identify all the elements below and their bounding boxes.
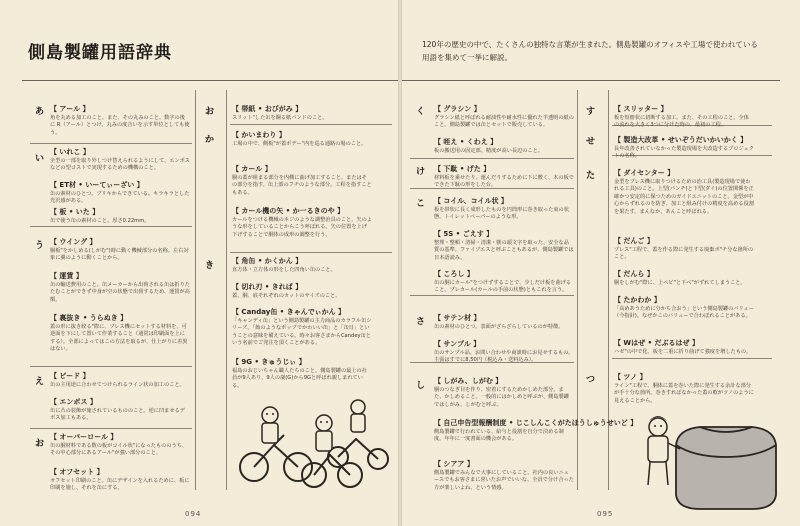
glossary-entry [434,459,574,492]
entry-term: 【 製造大改革 • せいぞうだいかいかく 】 [614,136,748,144]
kana-index: お [205,107,215,117]
entry-term: 【 オーバーロール 】 [50,433,118,441]
entry-term: 【 ET材 • いーてぃーざい 】 [50,181,144,189]
entry-description: 胴のつなぎ目を作り、密着にするためかしめた部分。また、かしめること。一般的にはかしめと呼ぶが、側島製罐ではしがみ、しがむと呼ぶ。 [434,387,569,408]
section-divider [30,428,192,429]
kana-index: い [35,154,45,164]
kana-index: し [416,381,426,391]
entry-term: 【 サンプル 】 [434,340,481,348]
entry-description: 缶の胴材料である数の板がコイル状"になったもののうち、その中心部分にあるアール"が強い部分のこと。 [50,443,188,457]
entry-description: 板を短冊状に切断する加工。また、その工程のこと。全体の流れを大きく3つに分けた時の、最初の工程。 [614,115,749,129]
glossary-entry [50,207,190,225]
glossary-entry [232,256,372,274]
kana-index: き [205,261,215,271]
glossary-entry [614,338,754,356]
column-divider [226,90,227,490]
glossary-entry [50,271,190,304]
entry-term: 【 ころし 】 [434,270,474,278]
entry-term: 【 ウイング 】 [50,238,97,246]
entry-term: 【 ツノ 】 [614,373,647,381]
glossary-entry [232,282,372,300]
entry-description: オフセット印刷のこと。缶にデザインを入れるために、板に印刷を施し、それを缶にする。 [50,478,190,492]
section-divider [612,358,772,359]
entry-term: 【 スリッター 】 [614,105,668,113]
entry-term: 【 グラシン 】 [434,105,481,113]
section-divider [30,226,192,227]
entry-term: 【 板 • いた 】 [50,208,100,216]
entry-term: 【 コイル、コイル状 】 [434,197,508,205]
entry-term: 【 運賃 】 [50,272,83,280]
entry-description: 「キャンディ缶」という側島製罐の主力商品のカラフル缶シリーズ。「飴のようなポップでかわいい缶」と「缶日」ということの意味を備えている。時々お客さまからCandey缶という名前でご発注を頂くことがある。 [232,318,372,347]
entry-term: 【 ビード 】 [50,372,90,380]
entry-description: 缶の素材のひとつ。ブリキからできている。キラキラとした光沢感がある。 [50,191,190,205]
right-page [402,0,800,526]
kana-index: あ [35,107,45,117]
section-divider [410,295,574,296]
entry-description: 缶の主用途に合わせてつけられるライン状の加工のこと。 [50,382,185,388]
glossary-entry [434,104,574,130]
entry-term: 【 だんご 】 [614,237,654,245]
glossary-entry [232,164,372,197]
entry-description: 胴をしがむ"際に、上ペピ"と下ぺ"がずれてしまうこと。 [614,280,746,286]
entry-term: 【 自己申告型報酬制度 • じこしんこくがたほうしゅうせいど 】 [434,419,638,427]
entry-term: 【 Wはぜ • だぶるはぜ 】 [614,339,699,347]
entry-term: 【 帯紙 • おびがみ 】 [232,105,303,113]
entry-description: 缶のサンプル品。お問い合わせや商談時にお見せするもの。主張はすでに8,50円（税込み・送料込み）。 [434,350,574,364]
entry-term: 【 オフセット 】 [50,468,104,476]
kana-index: う [35,241,45,251]
entry-description: ハゼ"の中で化、板を二重に折り曲げて強度を増したもの。 [614,349,752,355]
entry-description: 側島製罐で行われている、給与と役割を自分で決める制度。年年に一度書面の機会がある。 [434,429,564,443]
glossary-entry [434,313,574,331]
glossary-entry [50,180,190,206]
kana-index: け [416,167,426,177]
glossary-entry [50,467,190,493]
glossary-entry [614,135,754,161]
intro-text: 120年の歴史の中で、たくさんの独特な言葉が生まれた。側島製罐のオフィスや工場で使われている用語を集めて一挙に解説。 [422,40,758,62]
entry-description: カールをつける機械のネジのような調整治具のこと。矢のような形をしていることからこう呼ばれる。矢の位置を上げ下げすることで胴体の成形の調整を行う。 [232,217,372,238]
glossary-entry [434,339,574,365]
glossary-entry [50,147,190,173]
column-divider [608,90,609,490]
entry-description: 板の搬送用の固定部。精度が高い長辺のこと。 [434,148,543,154]
entry-description: ライン"工程で、胴体に蓋を巻いた際に発生する余計な部分が手十分な箇所。巻きすればなかった蓋の軟がツノのように見えることから。 [614,383,754,404]
glossary-entry [50,313,190,354]
cyclists-illustration [232,395,392,495]
glossary-entry [614,104,754,130]
page-number: 094 [185,510,202,518]
entry-description: スリット"した缶を鋼る紙バンドのこと。 [232,115,328,121]
section-divider [30,366,192,367]
entry-description: 胴板"をかしめる(しがむ")時に動く機械部分の名称。左右対象に翼のように動くことから。 [50,248,189,262]
entry-description: 板を帯状に長く成形したものを円筒形に巻き取った束の状態。トイレットペーパーのような形。 [434,207,569,221]
glossary-entry [50,397,190,423]
page-number: 095 [597,510,614,518]
glossary-entry [434,229,574,262]
entry-description: 福島のおじいちゃん職人たちのこと。側島製罐の最上の社員が9人あり、9人の歳(G)から9Gと呼ばれ親しまれている。 [232,368,367,389]
glossary-entry [232,104,372,122]
glossary-entry [50,432,190,458]
entry-description: 角を丸める加工のこと。また、その丸みのこと。数字の後に R（アール）とつけ、丸みの度合いを示す単位としても使う。 [50,115,190,136]
kana-index: せ [586,137,596,147]
glossary-entry [614,269,754,287]
glossary-entry [50,104,190,137]
section-divider [230,252,392,253]
entry-term: 【 カール機の矢 • か一るきのや 】 [232,207,345,215]
glossary-entry [434,418,638,444]
kana-index: つ [586,375,596,385]
glossary-entry [434,269,574,295]
entry-description: 全型の一部を取り外しつけ替えられるようにして、エンボスなどの型コストで実現するための機構のこと。 [50,158,190,172]
glossary-entry [614,168,754,216]
kana-index: お [35,439,45,449]
entry-term: 【 エンボス 】 [50,398,97,406]
entry-description: グラシン紙と呼ばれる耐油性や耐水性に優れた半透明の紙のこと。側島製罐では缶とセットで販売している。 [434,115,574,129]
entry-description: 長年改善されていなかった製造現場を大改造するプロジェクトの名称。 [614,146,754,160]
entry-description: 蓋の形に抜き絞る"際に、プレス機にセットする材料を、可逆面を下にして置いて作業すること（通常は印刷面を上にする）。全部によってはこの方法を取るが、仕上がりに差異はない。 [50,324,188,353]
page-title: 側島製罐用語辞典 [28,43,172,63]
entry-description: 胴の蓋が組まる部分を内側に曲げ加工すること。またはその部分を指す。缶上部のフチのような部分。工程を指すこともある。 [232,175,372,196]
title-divider [402,80,780,81]
entry-description: 缶の輸送費用のこと。缶メーカーから出荷される缶は折りたたむことができず中身が空の状態で出荷するため、運賃が高額。 [50,282,190,303]
section-divider [230,124,392,125]
entry-description: 金型をプレス機に取りつけるための治工具(製造現場で使われる工具)のこと。上型(パンチ)と下型(ダイ)の位置関係を正確かつ安定的に保つためのガイドユニットのこと。金型が中心からずれるのを防ぎ、加工と組み付けの精度を高める役割を果たす。まんなか、あんこと呼ばれる。 [614,179,754,215]
section-divider [410,158,574,159]
entry-term: 【 咥え • くわえ 】 [434,138,498,146]
entry-term: 【 9G • きゅうじぃ 】 [232,358,306,366]
kana-index: さ [416,317,426,327]
kana-index: こ [416,199,426,209]
glossary-entry [614,372,754,405]
entry-term: 【 カール 】 [232,165,272,173]
entry-description: 缶に凸の装飾が施されているもののこと。逆に凹ませるデボス加工もある。 [50,408,185,422]
can-and-worker-illustration [634,405,784,515]
entry-term: 【 いれこ 】 [50,148,90,156]
section-divider [30,143,192,144]
column-divider [195,90,196,490]
kana-index: た [586,171,596,181]
glossary-entry [50,237,190,263]
glossary-entry [232,130,372,148]
entry-term: 【 かいまわり 】 [232,131,286,139]
entry-term: 【 しがみ、しがむ 】 [434,377,503,385]
entry-term: 【 角缶 • かくかん 】 [232,257,303,265]
entry-term: 【 アール 】 [50,105,90,113]
kana-index: す [586,107,596,117]
glossary-entry [434,137,574,155]
glossary-entry [434,376,574,409]
glossary-entry [434,164,574,190]
left-page [0,0,398,526]
entry-description: 整理・整頓・清掃・清潔・躾の頭文字を取った、安全な品質の基準。ファイブエスと呼ぶこともあるが、側島製罐では日本語読み。 [434,240,574,261]
entry-description: 側島製罐でみんなで大事にしていること。社内の良いニュースでもお客さまに喜いたお声でいいな、全員で分け合った方が楽しいよね、という情感。 [434,470,574,491]
entry-term: 【 Canday缶 • きゃんでぃかん 】 [232,308,346,316]
entry-description: 缶で使う缶の素材のこと。厚さ0.22mm。 [50,218,150,224]
entry-description: プレス"工程で、蓋を作る際に発生する廃棄ボ"チ分な箇所のこと。 [614,247,754,261]
entry-description: 缶の胴にカール"をつけずすることで、少しだけ板を曲げること。プレカール(カールの手前の状態)ともこれを言う。 [434,280,572,294]
entry-description: 「高めあうために分かち合おう」という側島製罐のバリュー（今指針)。なぜかこのバリューで合わぼれることがある。 [614,306,754,320]
entry-term: 【 たかわか 】 [614,296,661,304]
entry-term: 【 だんら 】 [614,270,654,278]
entry-description: 工場の中で、側板"が蓋ポデー"内を巡る通路の場のこと。 [232,141,367,147]
title-divider [22,80,398,81]
entry-description: 材料板を乗せたり、運んだりするために下に敷く、木の板でできた下駄の形をした台。 [434,175,574,189]
entry-description: 缶の素材のひとつ。表面がざらざらしているのが特徴。 [434,324,564,330]
glossary-entry [434,196,574,222]
glossary-entry [50,371,190,389]
entry-term: 【 裏抜き • うらぬき 】 [50,314,128,322]
glossary-entry [232,206,372,239]
glossary-entry [232,307,372,348]
kana-index: く [416,107,426,117]
entry-term: 【 シアア 】 [434,460,474,468]
entry-term: 【 ダイセンター 】 [614,169,675,177]
column-divider [577,90,578,490]
glossary-entry [614,236,754,262]
glossary-entry [614,295,754,321]
entry-description: 直方体・立方体の形をした四角い缶のこと。 [232,267,336,273]
kana-index: え [35,377,45,387]
kana-index: か [205,135,215,145]
glossary-entry [232,357,372,390]
entry-term: 【 下駄 • げた 】 [434,165,491,173]
entry-term: 【 切れ刃 • きれば 】 [232,283,303,291]
entry-description: 蓋、胴、底それぞれのカットのサイズのこと。 [232,293,341,299]
entry-term: 【 サテン材 】 [434,314,481,322]
entry-term: 【 5S • ごえす 】 [434,230,494,238]
